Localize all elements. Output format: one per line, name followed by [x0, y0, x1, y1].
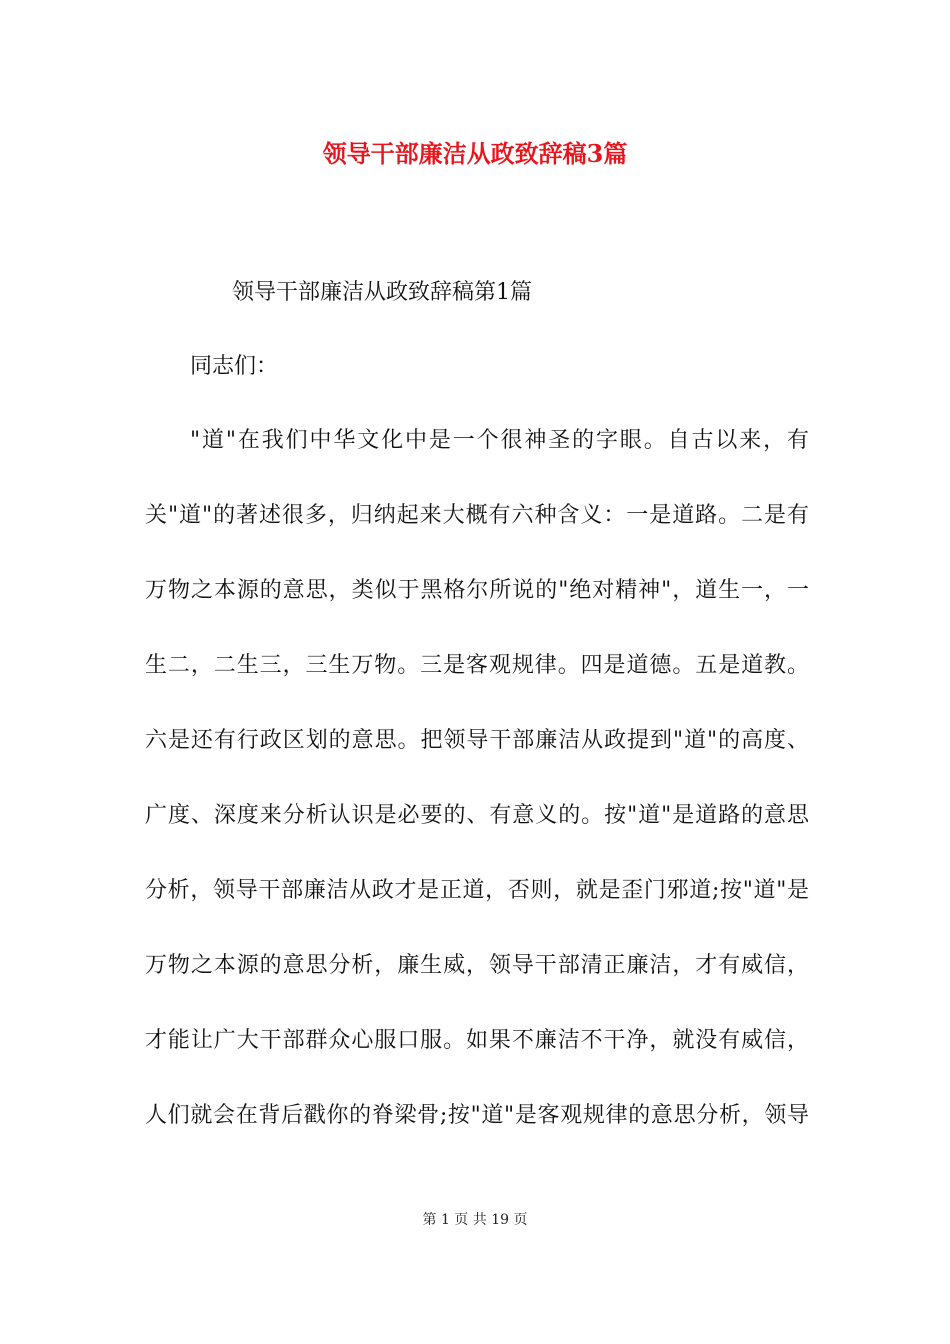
body-line: "道"在我们中华文化中是一个很神圣的字眼。自古以来，有 — [190, 428, 809, 453]
document-title: 领导干部廉洁从政致辞稿3篇 — [322, 139, 628, 168]
page-footer: 第 1 页 共 19 页 — [422, 1212, 528, 1228]
body-line: 万物之本源的意思分析，廉生威，领导干部清正廉洁，才有威信， — [145, 953, 809, 978]
body-line: 万物之本源的意思，类似于黑格尔所说的"绝对精神"，道生一，一 — [145, 578, 809, 603]
body-line: 关"道"的著述很多，归纳起来大概有六种含义：一是道路。二是有 — [145, 503, 809, 528]
body-line: 分析，领导干部廉洁从政才是正道，否则，就是歪门邪道;按"道"是 — [145, 878, 809, 903]
body-line: 人们就会在背后戳你的脊梁骨;按"道"是客观规律的意思分析，领导 — [145, 1103, 809, 1128]
salutation: 同志们： — [190, 354, 279, 379]
body-line: 广度、深度来分析认识是必要的、有意义的。按"道"是道路的意思 — [145, 803, 809, 828]
section-subtitle: 领导干部廉洁从政致辞稿第1篇 — [232, 280, 532, 305]
body-paragraph — [145, 424, 815, 1174]
body-line: 才能让广大干部群众心服口服。如果不廉洁不干净，就没有威信， — [145, 1028, 809, 1053]
body-line: 六是还有行政区划的意思。把领导干部廉洁从政提到"道"的高度、 — [145, 728, 809, 753]
body-line: 生二，二生三，三生万物。三是客观规律。四是道德。五是道教。 — [145, 653, 809, 678]
